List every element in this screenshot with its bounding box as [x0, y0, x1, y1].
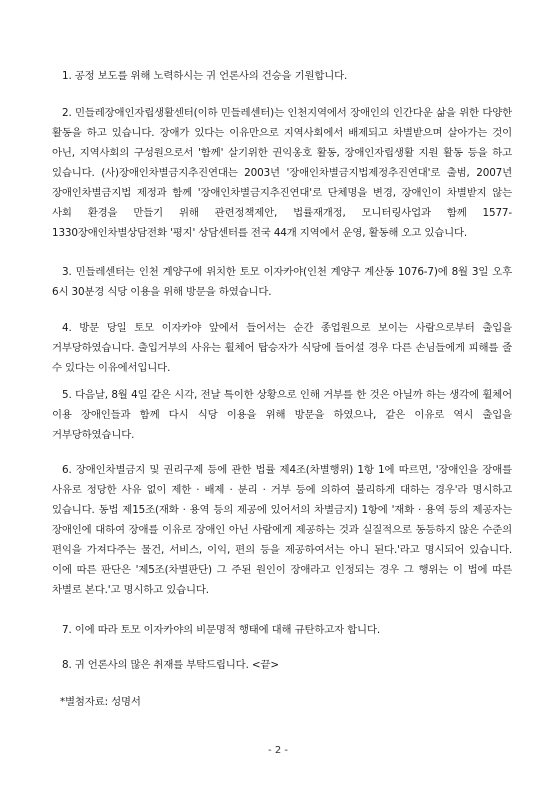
paragraph-4: 4. 방문 당일 토모 이자카야 앞에서 들어서는 순간 종업원으로 보이는 사람으로부터 출입을 거부당하였습니다. 출입거부의 사유는 휠체어 탑승자가 식당에 들어설 경우 다른 손님들에게 피해를 줄 수 있다는 이유에서입니다. [52, 322, 512, 374]
paragraph-8: 8. 귀 언론사의 많은 취재를 부탁드립니다. <끝> [62, 659, 279, 671]
paragraph-3: 3. 민들레센터는 인천 계양구에 위치한 토모 이자카야(인천 계양구 계산동 1076-7)에 8월 3일 오후 6시 30분경 식당 이용을 위해 방문을 하였습니다. [52, 266, 512, 298]
paragraph-5: 5. 다음날, 8월 4일 같은 시각, 전날 특이한 상황으로 인해 거부를 한 것은 아닐까 하는 생각에 휠체어 이용 장애인들과 함께 다시 식당 이용을 위해 방문을 하였으나, 같은 이유로 역시 출입을 거부당하였습니다. [52, 389, 512, 441]
paragraph-7: 7. 이에 따라 토모 이자카야의 비문명적 행태에 대해 규탄하고자 합니다. [62, 624, 380, 636]
paragraph-1: 1. 공정 보도를 위해 노력하시는 귀 언론사의 건승을 기원합니다. [62, 70, 348, 82]
page-number: - 2 - [268, 745, 288, 756]
attachment-note: *별첨자료: 성명서 [60, 696, 141, 708]
paragraph-2: 2. 민들레장애인자립생활센터(이하 민들레센터)는 인천지역에서 장애인의 인간다운 삶을 위한 다양한 활동을 하고 있습니다. 장애가 있다는 이유만으로 지역사회에서 배제되고 차별받으며 살아가는 것이 아닌, 지역사회의 구성원으로서 '함께' 살기위한 권익옹호 활동, 장애인자립생활 지원 활동 등을 하고 있습니다. (사)장애인차별금지추진연대는 2003년 '장애인차별금지법제정추진연대'로 출범, 2007년 장애인차별금지법 제정과 함께 '장애인차별금지추진연대'로 단체명을 변경, 장애인이 차별받지 않는 사회 환경을 만들기 위해 관련정책제안, 법률재개정, 모니터링사업과 함께 1577-1330장애인차별상담전화 '평지' 상담센터를 전국 44개 지역에서 운영, 활동해 오고 있습니다. [52, 107, 512, 239]
paragraph-6: 6. 장애인차별금지 및 권리구제 등에 관한 법률 제4조(차별행위) 1항 1에 따르면, '장애인을 장애를 사유로 정당한 사유 없이 제한 · 배제 · 분리 · 거부 등에 의하여 불리하게 대하는 경우'라 명시하고 있습니다. 동법 제15조(재화 · 용역 등의 제공에 있어서의 차별금지) 1항에 '재화 · 용역 등의 제공자는 장애인에 대하여 장애를 이유로 장애인 아닌 사람에게 제공하는 것과 실질적으로 동등하지 않은 수준의 편익을 가져다주는 물건, 서비스, 이익, 편의 등을 제공하여서는 아니 된다.'라고 명시되어 있습니다. 이에 따른 판단은 '제5조(차별판단) 그 주된 원인이 장애라고 인정되는 경우 그 행위는 이 법에 따른 차별로 본다.'고 명시하고 있습니다. [52, 464, 512, 596]
